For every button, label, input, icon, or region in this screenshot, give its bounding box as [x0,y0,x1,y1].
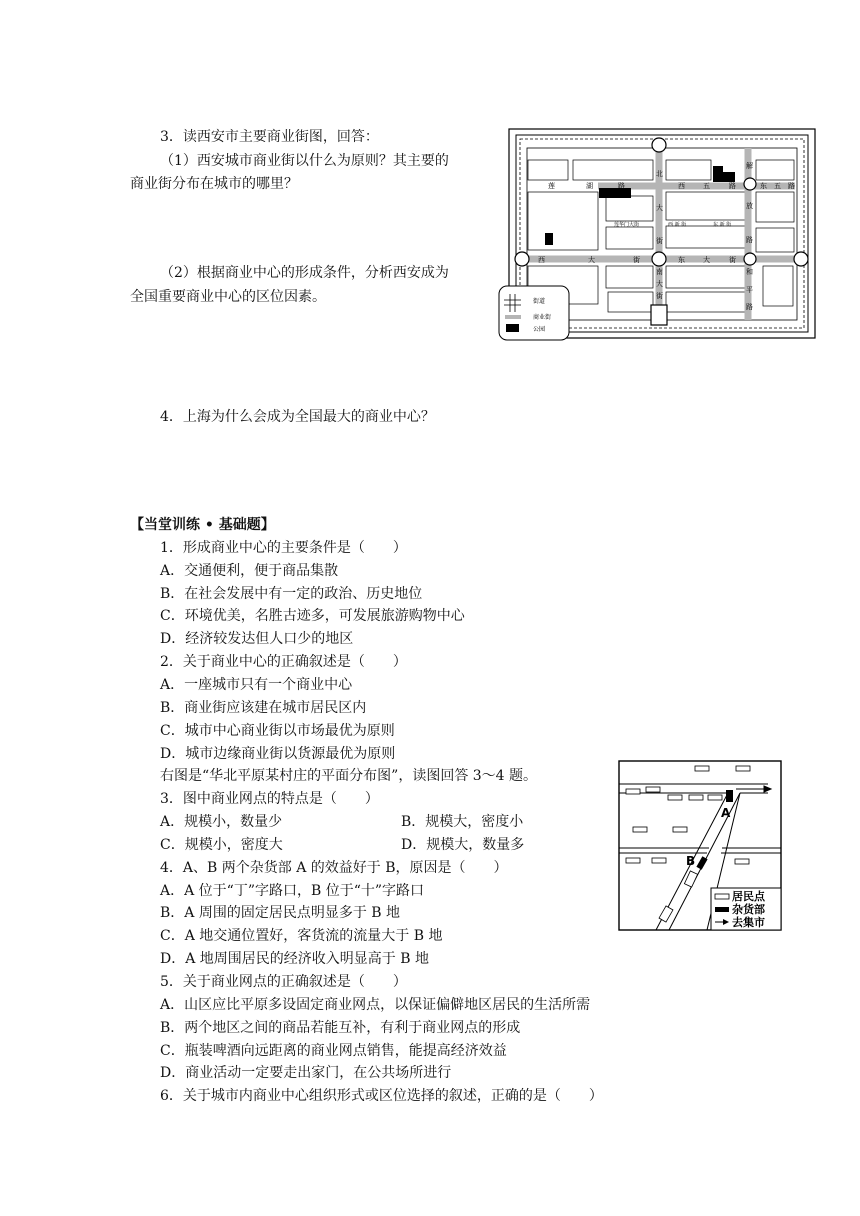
practice-header: 【当堂训练 • 基础题】 [130,517,275,533]
practice-q1-a: A．交通便利，便于商品集散 [160,563,339,579]
label-lianhu-small: 莲华门大街 [614,222,640,228]
label-dongxin: 东 新 街 [713,222,732,228]
practice-q2-b: B．商业街应该建在城市居民区内 [160,700,367,716]
label-xi: 西 [678,182,685,190]
practice-q3-c: C．规模小，密度大 [160,837,283,853]
practice-q2-a: A．一座城市只有一个商业中心 [160,677,353,693]
q3-sub1-line1: （1）西安城市商业街以什么为原则？其主要的 [160,153,449,169]
practice-q5: 5．关于商业网点的正确叙述是（ ） [160,974,407,990]
store-a [726,790,733,802]
label-lu2: 路 [729,182,736,190]
practice-q1-c: C．环境优美，名胜古迹多，可发展旅游购物中心 [160,608,465,624]
label-lu5: 路 [746,303,753,311]
village-layout-map [618,760,783,932]
label-dong: 东 [760,182,767,190]
q3-sub2-line1: （2）根据商业中心的形成条件，分析西安成为 [160,265,449,281]
practice-q6: 6．关于城市内商业中心组织形式或区位选择的叙述，正确的是（ ） [160,1088,603,1104]
q3-sub1-line2: 商业街分布在城市的哪里？ [130,176,298,192]
label-jie2: 街 [656,292,663,300]
label-lian: 莲 [548,182,555,190]
label-ping: 平 [746,286,753,294]
practice-q1: 1．形成商业中心的主要条件是（ ） [160,540,407,556]
practice-q4-d: D．A 地周围居民的经济收入明显高于 B 地 [160,951,429,967]
park-legend-icon [506,324,519,332]
legend-residence: 居民点 [732,890,765,903]
commercial-legend-icon [505,315,521,319]
point-a-label: A [721,806,731,820]
label-da2: 大 [656,280,663,288]
practice-q2-c: C．城市中心商业街以市场最优为原则 [160,723,395,739]
label-jie-w: 街 [633,256,640,264]
label-da-w: 大 [588,256,595,264]
practice-q3-d: D．规模大，数量多 [401,837,525,853]
practice-q3-a: A．规模小，数量少 [160,814,283,830]
label-xi-da: 西 [538,256,545,264]
label-bei: 北 [656,170,663,178]
practice-q2-d: D．城市边缘商业街以货源最优为原则 [160,746,396,762]
label-da-e: 大 [703,256,710,264]
label-xixin: 西 新 街 [668,222,687,228]
practice-q5-a: A．山区应比平原多设固定商业网点，以保证偏僻地区居民的生活所需 [160,997,591,1013]
label-dong-da: 东 [678,256,685,264]
practice-q3-b: B．规模大，密度小 [401,814,524,830]
point-b-label: B [686,854,696,868]
q3-sub2-line2: 全国重要商业中心的区位因素。 [130,289,326,305]
practice-q2: 2．关于商业中心的正确叙述是（ ） [160,654,407,670]
label-lu3: 路 [788,182,795,190]
practice-q1-d: D．经济较发达但人口少的地区 [160,631,354,647]
xian-commercial-street-map [498,124,823,342]
practice-q3: 3．图中商业网点的特点是（ ） [160,791,379,807]
village-map-legend [711,888,781,930]
legend-store: 杂货部 [732,903,765,916]
practice-intro: 右图是“华北平原某村庄的平面分布图”，读图回答 3～4 题。 [160,768,538,784]
label-jie-e: 街 [729,256,736,264]
q3-title: 3．读西安市主要商业街图，回答： [160,129,379,145]
practice-q5-c: C．瓶装啤酒向远距离的商业网点销售，能提高经济效益 [160,1043,507,1059]
label-hu: 湖 [586,182,593,190]
legend-park: 公园 [533,326,546,333]
label-jie: 解 [746,162,753,170]
practice-q1-b: B．在社会发展中有一定的政治、历史地位 [160,586,423,602]
label-da1: 大 [656,204,663,212]
legend-commercial: 商业街 [533,314,552,321]
label-fang: 放 [746,202,753,210]
label-lu4: 路 [746,236,753,244]
legend-street: 街道 [533,298,546,305]
label-lu: 路 [618,182,625,190]
xian-map-legend [499,286,569,340]
label-jie1: 街 [656,237,663,245]
label-he: 和 [746,268,753,276]
practice-q4-b: B．A 周围的固定居民点明显多于 B 地 [160,905,401,921]
residence-legend-icon [715,894,729,899]
practice-q4: 4．A、B 两个杂货部 A 的效益好于 B，原因是（ ） [160,860,508,876]
practice-q5-b: B．两个地区之间的商品若能互补，有利于商业网点的形成 [160,1020,521,1036]
practice-q5-d: D．商业活动一定要走出家门，在公共场所进行 [160,1065,452,1081]
legend-market: 去集市 [732,916,765,929]
practice-q4-c: C．A 地交通位置好，客货流的流量大于 B 地 [160,928,443,944]
q4-title: 4．上海为什么会成为全国最大的商业中心？ [160,409,435,425]
practice-q4-a: A．A 位于“丁”字路口，B 位于“十”字路口 [160,883,425,899]
store-legend-icon [715,907,729,912]
label-wu2: 五 [774,182,781,190]
label-wu: 五 [703,182,710,190]
label-nan: 南 [656,268,663,276]
